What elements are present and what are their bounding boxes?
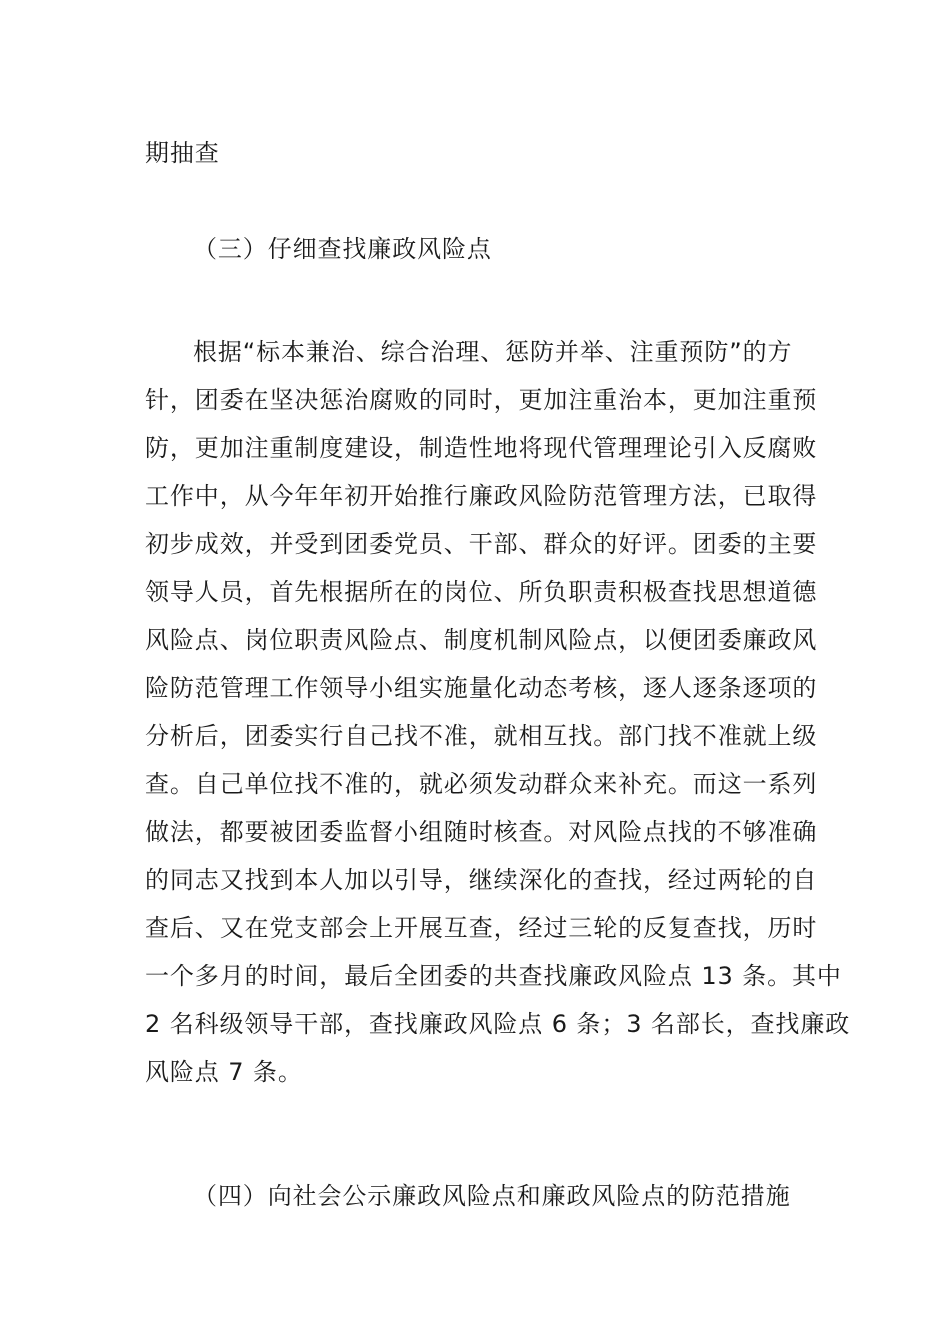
paragraph-line: 查。自己单位找不准的，就必须发动群众来补充。而这一系列 (145, 770, 818, 798)
continuation-text: 期抽查 (145, 139, 220, 167)
paragraph-line: 一个多月的时间，最后全团委的共查找廉政风险点 13 条。其中 (145, 962, 842, 990)
paragraph-line: 根据“标本兼治、综合治理、惩防并举、注重预防”的方 (193, 338, 793, 366)
section-heading-3: （三）仔细查找廉政风险点 (193, 235, 492, 263)
paragraph-line: 的同志又找到本人加以引导，继续深化的查找，经过两轮的自 (145, 866, 818, 894)
paragraph-line: 防，更加注重制度建设，制造性地将现代管理理论引入反腐败 (145, 434, 818, 462)
paragraph-line: 风险点、岗位职责风险点、制度机制风险点，以便团委廉政风 (145, 626, 818, 654)
paragraph-line: 针，团委在坚决惩治腐败的同时，更加注重治本，更加注重预 (145, 386, 818, 414)
paragraph-line: 分析后，团委实行自己找不准，就相互找。部门找不准就上级 (145, 722, 818, 750)
section-heading-4: （四）向社会公示廉政风险点和廉政风险点的防范措施 (193, 1182, 791, 1210)
paragraph-line: 工作中，从今年年初开始推行廉政风险防范管理方法，已取得 (145, 482, 818, 510)
paragraph-line: 初步成效，并受到团委党员、干部、群众的好评。团委的主要 (145, 530, 818, 558)
paragraph-line: 查后、又在党支部会上开展互查，经过三轮的反复查找，历时 (145, 914, 818, 942)
paragraph-line: 风险点 7 条。 (145, 1058, 303, 1086)
paragraph-line: 做法，都要被团委监督小组随时核查。对风险点找的不够准确 (145, 818, 818, 846)
paragraph-line: 险防范管理工作领导小组实施量化动态考核，逐人逐条逐项的 (145, 674, 818, 702)
paragraph-line: 2 名科级领导干部，查找廉政风险点 6 条；3 名部长，查找廉政 (145, 1010, 851, 1038)
paragraph-line: 领导人员，首先根据所在的岗位、所负职责积极查找思想道德 (145, 578, 818, 606)
